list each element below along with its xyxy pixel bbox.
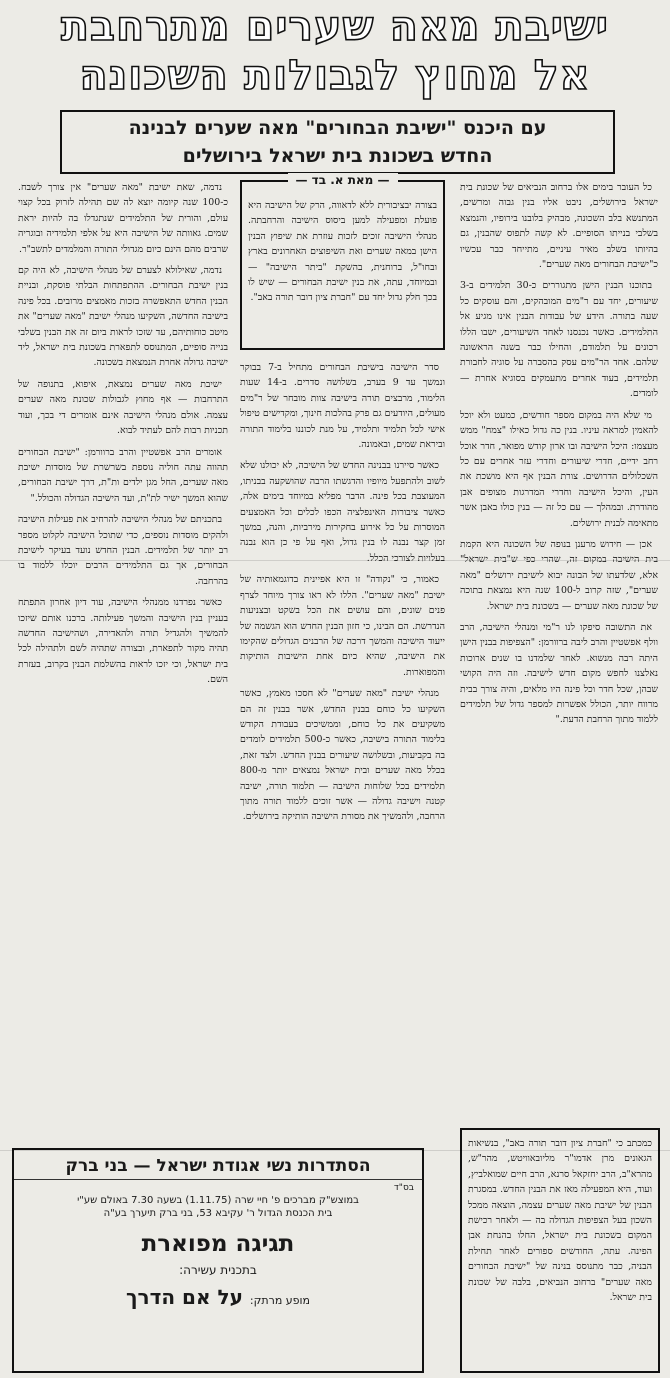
paragraph: ישיבת מאה שערים נמצאת, איפוא, בתנופה של התרחבות — אף מחוץ לגבולות שכונת מאה שערים עצמה. אולם מנהלי הישיבה אינם אומרים די בכך, ועוד תכניות רבות להם לעתיד לבוא.: [18, 378, 228, 437]
ad-program-label: בתכנית עשירה:: [179, 1263, 257, 1277]
headline: [8, 2, 662, 104]
paper-fold-line: [0, 560, 670, 561]
ad-performance-label: מופע מרתק:: [249, 1294, 311, 1307]
subheadline-line-2: החדש בשכונת בית ישראל בירושלים: [182, 145, 493, 167]
paragraph: כאשר נפרדנו ממנהלי הישיבה, עוד דיון אחרון התפתח בעניין בנין הישיבה והמשך פעילותה. ברכנו אותם שיזכו להמשיך ולהגדיל תורה ולהאדירה, ושהישיבה החדשה תהיה מקור לתפארת, ובצורה שתהיה לשם ולתהילה לכל בית ישראל, וכי יזכו לראות בהשלמת הבנין בקרוב, בעזרת השם.: [18, 597, 228, 686]
paragraph: מנהלי ישיבת "מאה שערים" לא חסכו מאמץ, כאשר השקיעו כל כוחם בבנין החדש, אשר בבנין זה הם משקיעים את כל כוחם, וממשיכים בעבודת הקודש בלימוד התורה בישיבה, כאשר כ-500 תלמידים לומדים בה בקביעות, ובשלושה שיעורים בבנין החדש. ולצד זאת, בכלל מאה שערים ובית ישראל נמצאים יותר מ-800 תלמידים בכל שלוחות הישיבה — תלמוד תורה, ישיבה קטנה וישיבה גדולה — אשר זוכים ללמוד תורה מתוך הרחבה, ולהמשיך את מסורת הישיבה הותיקה בירושלים.: [240, 688, 445, 823]
ad-event-name: תגיגה מפוארת: [141, 1231, 295, 1257]
byline-box: [240, 173, 445, 350]
article-column-3: [18, 180, 228, 1146]
ad-performance: [14, 1285, 422, 1309]
paragraph: כאמור, כי "נקודה" זו היא אפיינית בדוגמאותיה של ישיבת "מאה שערים". הללו לא ראו צורך מיוחד לצרף פנים שונים, והם עושים את הכל בשקט ובצניעות הנדרשת. הם הבינו, כי חזון הבנין החדש הוא הגשמה של ייעוד הישיבה והמשך דרכה של הרבנים הגדולים שהקימו את הישיבה, שהיא כיום אחת הישיבות הותיקות והמפוארות.: [240, 574, 445, 678]
ad-bsd: בס"ד: [393, 1183, 414, 1193]
paragraph: נדמה, שאילולא לצערם של מנהלי הישיבה, לא היה קם בנין ישיבת הבחורים. ההתפתחות הבלתי פוסקת, ובניית הבנין החדש התאפשרה בזכות מאמצים מרובים. בכל פינה בישיבה החדשה, השקיעו מנהלי ישיבת "מאה שערים" את מיטב כוחותיהם, עד שזכו לראות ביום זה את הבנין בשלבי בנייה סופיים, המתנוסס לתפארת בשכונת בית ישראל, ליד ישיבה גדולה אחרת הנמצאת בשכונה.: [18, 265, 228, 369]
paragraph: נדמה, שאת ישיבת "מאה שערים" אין צורך לשבח. כ-100 שנה קיומה יוצא לה שם תהילה לזרוק בכל קצוי עולם, והורית של התלמידים שנתגדלו בה להיות יראת שמים. גאוותה של הישיבה היא על אלפי תלמידיה ובוגריה שרבים מהם הינם כיום מגדולי התורה והמלמדים לתשב"ר.: [18, 182, 228, 255]
paragraph: כאשר סיירנו בבנינה החדש של הישיבה, לא יכולנו שלא לשוב ולהתפעל מיופיו והדגשתו הרבה שהושקעה בבניתו, המעוצבת בכל פינה. הדבר מפליא במיוחד בימים אלה, כאשר ציבורות האינפלציה הכפו לכלים וכל האמצעים המוסרות על כל אירוע בחקירות מירביות, והנה, במשך זמן קצר נבנה לו בנין גדול, ואף על פי כן הוא נבנה בעלויות לצורכי הכלל.: [240, 460, 445, 564]
boxed-note: כמכתב כי "חברת ציון דובר תורה באב", בנשיאות הגאונים מרן אדמו"ר מליובאוויטש, מהר"ש, מהרא"ב, הרב יחזקאל סרנא, הרב חיים שמואלביץ, ועוד, היא המפעילה מאז את הבנין החדש. במסגרת הבנין של ישיבת מאה שערים עצמה, הוצאה ממכל השכון בעל הצפיפות הגדולה בה — ולאחר רכישת המקום בשכונת בית ישראל, החלו בהנחת אבן הפינה. עתה, החודשים ספורים לאחר תחילת הבניה, כבר מתנוסס בנינה של "ישיבת הבחורים מאה שערים" ברחוב הנביאים, בלבה של שכונת בית ישראל.: [460, 1128, 660, 1373]
paper-fold-line: [0, 1150, 670, 1151]
ad-line-1: במוצש"ק מברכים פ' חיי שרה (1.11.75) בשעה 7.30 באולם שע"י: [77, 1195, 359, 1206]
box-text: בצורה יבציבורית ללא לדאווה, הרק של הישיבה היא פועלת ומפעילה למען ביסוס הישיבה והרחבתה. מנהלי הישיבה זוכים לזכות עוזרת את שיפוץ הבנין הישן במאה שערים ואת השיפוצים האחרונים בארץ ובחו"ל, ברוחנית, בהשקת "ביתר הישיבה" — ובמיוחד, עתה, את בנין ישיבת הבחורים — שיש לו בכך חלק גדול יחד עם "חברת ציון דובר תורה באב".: [248, 200, 437, 304]
article-column-1: [460, 180, 658, 1123]
event-advertisement: [12, 1148, 424, 1373]
subheadline-line-1: עם היכנס "ישיבת הבחורים" מאה שערים לבנינה: [128, 117, 547, 139]
paragraph: אומרים הרב אפשטיין והרב ברוורמן: "ישיבת הבחורים תהווה עתה חוליה נוספת בשרשרת של מוסדות ישיבת מאה שערים, החל מגן ילדים ות"ת, דרך ישיבת הבחורים, שהוא המשך ישיר לת"ת, ועד הישיבה הגדולה והכולל.": [18, 446, 228, 504]
paragraph: סדר הישיבה בישיבת הבחורים מתחיל ב-7 בבוקר ונמשך עד 9 בערב, בשלושה סדרים. ב-14 שעות הלימוד, מרבצים תורה בישיבה צוות מובחר של ר"מים מעולים, היודעים גם פרק בהלכות חינוך, ומקדישים טיפול אישי לכל תלמיד ותלמיד, על מנת לכוננו בלימוד התורה וביראת שמים, ובאמונה.: [240, 362, 445, 451]
headline-line-2: אל מחוץ לגבולות השכונה: [79, 51, 591, 99]
paragraph: אכן — חידוש מרענן בנופה של השכונה היא הקמת בית הישיבה במקום זה, שהרי כפי ש"בית ישראל" אלא, שלדעתו של הבונה יבוא לישיבת ירושלים "מאה שערים", שזה קרוב ל-100 שנה היא נמצאת בתוכה של שכונת מאה שערים — בשכונת בית ישראל.: [460, 538, 658, 612]
paragraph: בתוכנו הבנין הישן מתגוררים כ-30 תלמידים ב-3 שיעורים, יחד עם ר"מים המובהקים, והם עוסקים כל שעה בתורה. הידע של עבודות הבנין אינו מגיע אל התלמידים. כאשר נכנסנו לאחד השיעורים, ישבו הללו רכונים על תלמודם, והחילו כבר בשנה הראשונה שלהם. אחד הר"מים עסק בהסברה על סוגיה לחבורת תלמידים, בעוד אחרים מתעמקים בסוגיא אחרת — לומדים.: [460, 280, 658, 400]
ad-title: הסתדרות נשי אגודת ישראל — בני ברק: [14, 1156, 422, 1180]
paragraph: בתכניתם של מנהלי הישיבה להרחיב את פעילות הישיבה ולהקים מוסדות נוספים, כדי שתוכל הישיבה לקלוט מספר רב יותר של תלמידים. הבנין החדש נועד בעיקר לישיבת הבחורים, אך גם התלמידים הרבים יוכלו ללמוד בו בהרחבה.: [18, 514, 228, 587]
paragraph: את התשובה סיפקו לנו ר"מי ומנהלי הישיבה, הרב וולף אפשטיין והרב ליבה ברוורמן: "הצפיפות בבנין הישן היתה רבה מנשוא. לאחר שלמדנו בו שנים ארוכות נאלצנו לחפש מקום חדש לישיבה. וזה היה הקושי שבהן, שכל חדר וכל פינה היו מלאים, והיה צורך בבית מרווח יותר, הכולל אפשרות למספר גדול של תלמידים ללמוד מתוך הרחבת הדעת.": [460, 621, 658, 726]
byline: — מאת א. בד —: [288, 173, 398, 188]
paragraph: כל העובר בימים אלו ברחוב הנביאים של שכונת בית ישראל בירושלים, ניבט אליו בנין גבוה ומרשים, המתנשא בלב השכונה, מבהיק בלובנו בירופיו, והנמצא בשלבי בנייתו הסופיים. לא קשה לתפוס שהבנין, גם בהיותו בשלב מאיר עיניים, מתייחד כבר עכשיו כ"ישיבת הבחורים מאה שערים".: [460, 182, 658, 271]
ad-performance-title: על אם הדרך: [125, 1285, 243, 1309]
subheadline: [60, 110, 615, 174]
paragraph: מי שלא היה במקום מספר חודשים, כמעט ולא יוכל להאמין למראה עיניו. בנין כה גדול כאילו "צמח" ממש מעצמו: היכל הישיבה ובו ארון קודש מפואר, חדר אוכל רחב ידיים, חדרי שיעורים וחדרי עזר אחרים עם כל השכלולים הדרושים. צורת הבנין אף היא מושכת את העין, והיכל הישיבה וחדרי המדרגות מצופים אבן מהודרת. ובמהלך — עם כל זה — בנין כולו באבן אשר מתאימה לבנית ירושלים.: [460, 409, 658, 529]
ad-line-2: בית הכנסת הגדול ר' עקיבא 53, בני ברק תיערך בע"ה: [103, 1208, 333, 1219]
headline-line-1: ישיבת מאה שערים מתרחבת: [61, 2, 609, 50]
